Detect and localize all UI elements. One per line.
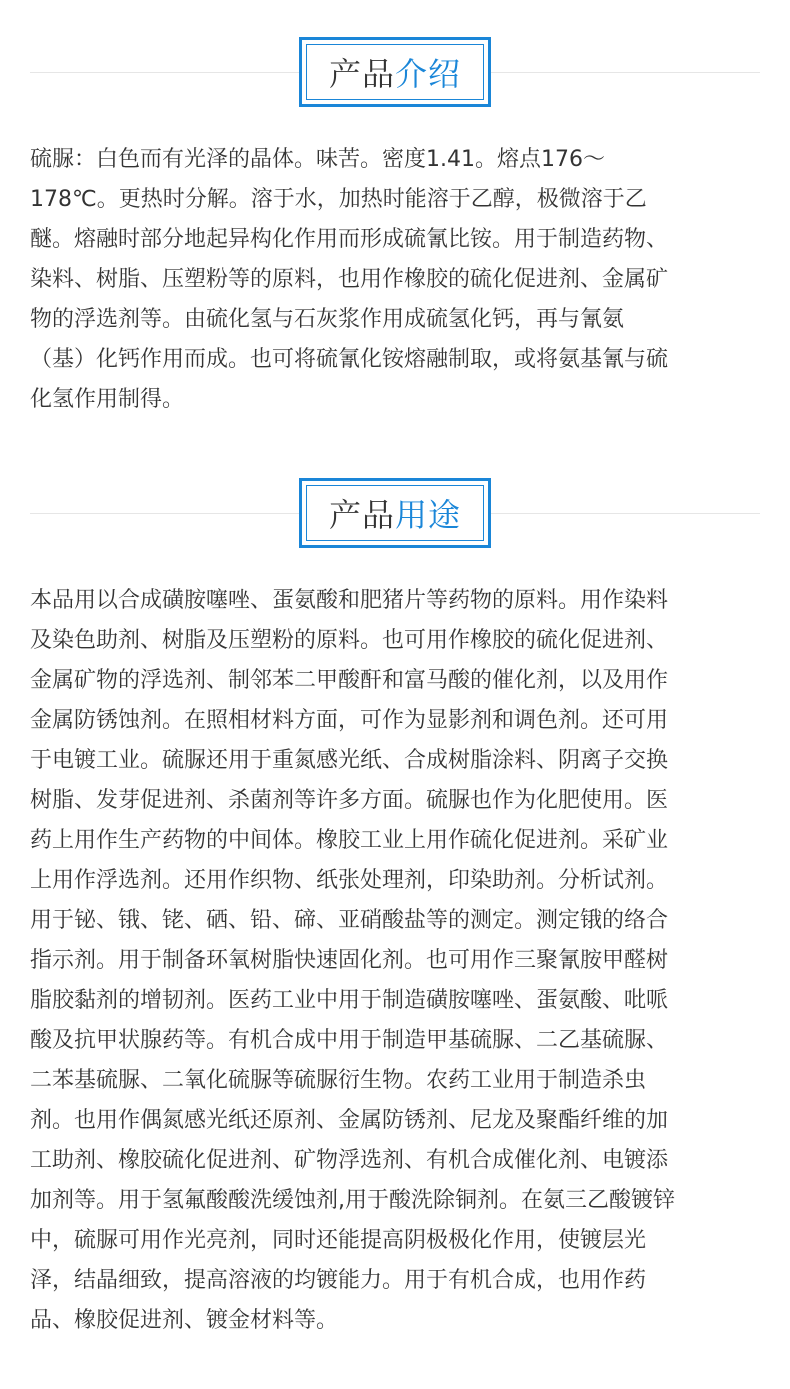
usage-line: 中，硫脲可用作光亮剂，同时还能提高阴极极化作用，使镀层光 bbox=[30, 1228, 647, 1253]
intro-line: 染料、树脂、压塑粉等的原料，也用作橡胶的硫化促进剂、金属矿 bbox=[30, 267, 669, 292]
intro-section-header bbox=[0, 37, 790, 109]
usage-line: 剂。也用作偶氮感光纸还原剂、金属防锈剂、尼龙及聚酯纤维的加 bbox=[30, 1108, 669, 1133]
usage-line: 于电镀工业。硫脲还用于重氮感光纸、合成树脂涂料、阴离子交换 bbox=[30, 748, 669, 773]
usage-line: 品、橡胶促进剂、镀金材料等。 bbox=[30, 1308, 339, 1333]
usage-title bbox=[306, 485, 484, 541]
usage-line: 二苯基硫脲、二氧化硫脲等硫脲衍生物。农药工业用于制造杀虫 bbox=[30, 1068, 647, 1093]
usage-line: 药上用作生产药物的中间体。橡胶工业上用作硫化促进剂。采矿业 bbox=[30, 828, 669, 853]
intro-paragraph bbox=[30, 140, 765, 420]
intro-line: 硫脲：白色而有光泽的晶体。味苦。密度1.41。熔点176～ bbox=[30, 147, 605, 172]
intro-line: 物的浮选剂等。由硫化氢与石灰浆作用成硫氢化钙，再与氰氨 bbox=[30, 307, 625, 332]
intro-title-blue: 介绍 bbox=[395, 55, 462, 93]
usage-line: 工助剂、橡胶硫化促进剂、矿物浮选剂、有机合成催化剂、电镀添 bbox=[30, 1148, 669, 1173]
intro-line: 178℃。更热时分解。溶于水，加热时能溶于乙醇，极微溶于乙 bbox=[30, 187, 647, 212]
usage-line: 加剂等。用于氢氟酸酸洗缓蚀剂,用于酸洗除铜剂。在氨三乙酸镀锌 bbox=[30, 1188, 675, 1213]
intro-line: 醚。熔融时部分地起异构化作用而形成硫氰比铵。用于制造药物、 bbox=[30, 227, 669, 252]
usage-line: 泽，结晶细致，提高溶液的均镀能力。用于有机合成，也用作药 bbox=[30, 1268, 647, 1293]
usage-section-header bbox=[0, 478, 790, 550]
usage-line: 金属矿物的浮选剂、制邻苯二甲酸酐和富马酸的催化剂，以及用作 bbox=[30, 668, 669, 693]
intro-title-frame bbox=[299, 37, 491, 107]
usage-line: 酸及抗甲状腺药等。有机合成中用于制造甲基硫脲、二乙基硫脲、 bbox=[30, 1028, 669, 1053]
usage-title-frame bbox=[299, 478, 491, 548]
usage-line: 金属防锈蚀剂。在照相材料方面，可作为显影剂和调色剂。还可用 bbox=[30, 708, 669, 733]
usage-title-dark: 产品 bbox=[328, 496, 395, 534]
usage-line: 用于铋、锇、铑、硒、铅、碲、亚硝酸盐等的测定。测定锇的络合 bbox=[30, 908, 669, 933]
usage-line: 树脂、发芽促进剂、杀菌剂等许多方面。硫脲也作为化肥使用。医 bbox=[30, 788, 669, 813]
usage-line: 指示剂。用于制备环氧树脂快速固化剂。也可用作三聚氰胺甲醛树 bbox=[30, 948, 669, 973]
usage-paragraph bbox=[30, 581, 765, 1341]
intro-line: （基）化钙作用而成。也可将硫氰化铵熔融制取，或将氨基氰与硫 bbox=[30, 347, 669, 372]
usage-line: 上用作浮选剂。还用作织物、纸张处理剂，印染助剂。分析试剂。 bbox=[30, 868, 669, 893]
usage-line: 脂胶黏剂的增韧剂。医药工业中用于制造磺胺噻唑、蛋氨酸、吡哌 bbox=[30, 988, 669, 1013]
usage-title-blue: 用途 bbox=[395, 496, 462, 534]
intro-line: 化氢作用制得。 bbox=[30, 387, 185, 412]
intro-title bbox=[306, 44, 484, 100]
usage-line: 本品用以合成磺胺噻唑、蛋氨酸和肥猪片等药物的原料。用作染料 bbox=[30, 588, 669, 613]
intro-title-dark: 产品 bbox=[328, 55, 395, 93]
usage-line: 及染色助剂、树脂及压塑粉的原料。也可用作橡胶的硫化促进剂、 bbox=[30, 628, 669, 653]
